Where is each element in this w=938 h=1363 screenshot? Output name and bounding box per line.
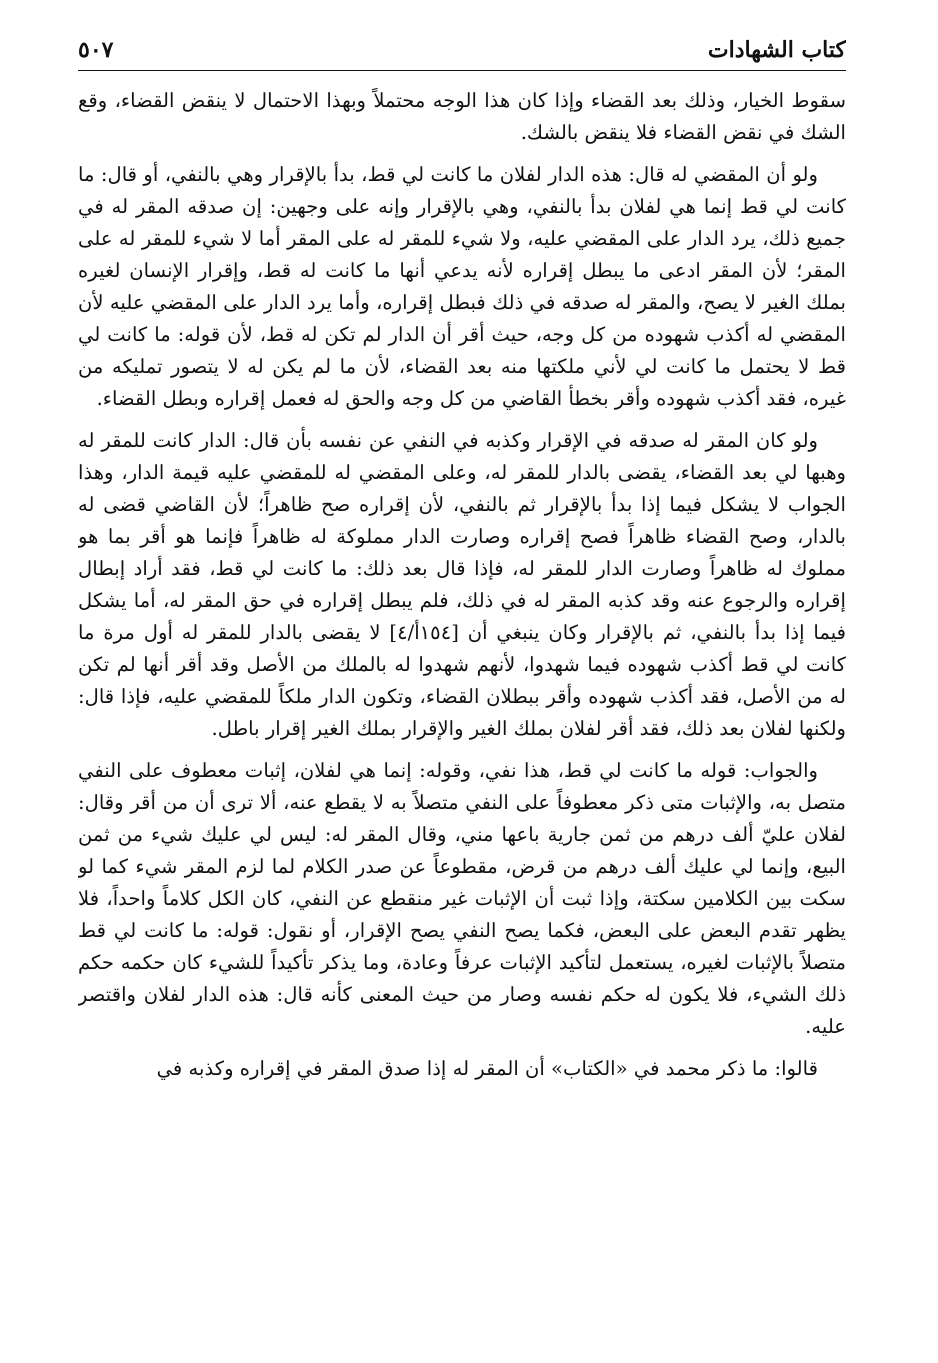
book-title: كتاب الشهادات (707, 37, 846, 63)
paragraph-5: قالوا: ما ذكر محمد في «الكتاب» أن المقر له إذا صدق المقر في إقراره وكذبه في (156, 1057, 818, 1080)
page-number: ٥٠٧ (78, 37, 114, 63)
running-header (78, 28, 846, 71)
paragraph-4: والجواب: قوله ما كانت لي قط، هذا نفي، وقوله: إنما هي لفلان، إثبات معطوف على النفي متصل به، والإثبات متى ذكر معطوفاً على النفي متصلاً به لا يقطع عنه، ألا ترى أن من أقر وقال: لفلان عليّ ألف درهم من ثمن جارية باعها مني، وقال المقر له: ليس لي عليك شيء من ثمن البيع، وإنما لي عليك ألف درهم من قرض، مقطوعاً عن صدر الكلام لما لزم المقر شيء كما لو سكت بين الكلامين سكتة، وإذا ثبت أن الإثبات غير منقطع عن النفي، كان الكل كلاماً واحداً، فلا يظهر تقدم البعض على البعض، فكما يصح النفي يصح الإقرار، أو نقول: قوله: ما كانت لي قط متصلاً بالإثبات لغيره، يستعمل لتأكيد الإثبات عرفاً وعادة، وما يذكر تأكيداً للشيء كان حكمه حكم ذلك الشيء، فلا يكون له حكم نفسه وصار من حيث المعنى كأنه قال: هذه الدار لفلان واقتصر عليه. (78, 759, 846, 1038)
paragraph-3: ولو كان المقر له صدقه في الإقرار وكذبه في النفي عن نفسه بأن قال: الدار كانت للمقر له وهبها لي بعد القضاء، يقضى بالدار للمقر له، وعلى المقضي له للمقضي عليه قيمة الدار، وهذا الجواب لا يشكل فيما إذا بدأ بالإقرار ثم بالنفي، لأن إقراره صح ظاهراً؛ لأن القاضي قضى له بالدار، وصح القضاء ظاهراً فصح إقراره وصارت الدار مملوكة له ظاهراً فإنما هو أقر بما هو مملوك له ظاهراً وصارت الدار للمقر له، فإذا قال بعد ذلك: ما كانت لي قط، فقد أراد إبطال إقراره والرجوع عنه وقد كذبه المقر له في ذلك، فلم يبطل إقراره في حق المقر له، أما يشكل فيما إذا بدأ بالنفي، ثم بالإقرار وكان ينبغي أن [١٥٤أ/٤] لا يقضى بالدار للمقر له أول مرة ما كانت لي قط أكذب شهوده فيما شهدوا، لأنهم شهدوا له بالملك من الأصل وقد أقر أنها لم تكن له من الأصل، فقد أكذب شهوده وأقر ببطلان القضاء، وتكون الدار ملكاً للمقضي عليه، فإذا قال: ولكنها لفلان بعد ذلك، فقد أقر لفلان بملك الغير والإقرار بملك الغير إقرار باطل. (78, 429, 846, 740)
paragraph-2: ولو أن المقضي له قال: هذه الدار لفلان ما كانت لي قط، بدأ بالإقرار وهي بالنفي، أو قال: ما كانت لي قط إنما هي لفلان بدأ بالنفي، وهي بالإقرار وإنه على وجهين: إن صدقه المقر له في جميع ذلك، يرد الدار على المقضي عليه، ولا شيء للمقر له على المقر أما لا شيء للمقر له على المقر؛ لأن المقر ادعى ما يبطل إقراره لأنه يدعي أنها ما كانت له قط، وإقرار الإنسان لغيره بملك الغير لا يصح، والمقر له صدقه في ذلك فبطل إقراره، وأما يرد الدار على المقضي عليه لأن المقضي له أكذب شهوده من كل وجه، حيث أقر أن الدار لم تكن له قط، لأن قوله: ما كانت لي قط لا يحتمل ما كانت لي لأني ملكتها منه بعد القضاء، لأن ما لم يكن له لا يتصور تمليكه من غيره، فقد أكذب شهوده وأقر بخطأ القاضي من كل وجه والحق له فعمل إقراره وبطل القضاء. (78, 163, 846, 410)
paragraph-1: سقوط الخيار، وذلك بعد القضاء وإذا كان هذا الوجه محتملاً وبهذا الاحتمال لا ينقض القضاء، وقع الشك في نقض القضاء فلا ينقض بالشك. (78, 89, 846, 144)
body-text (78, 85, 846, 1085)
book-page (78, 28, 846, 1353)
